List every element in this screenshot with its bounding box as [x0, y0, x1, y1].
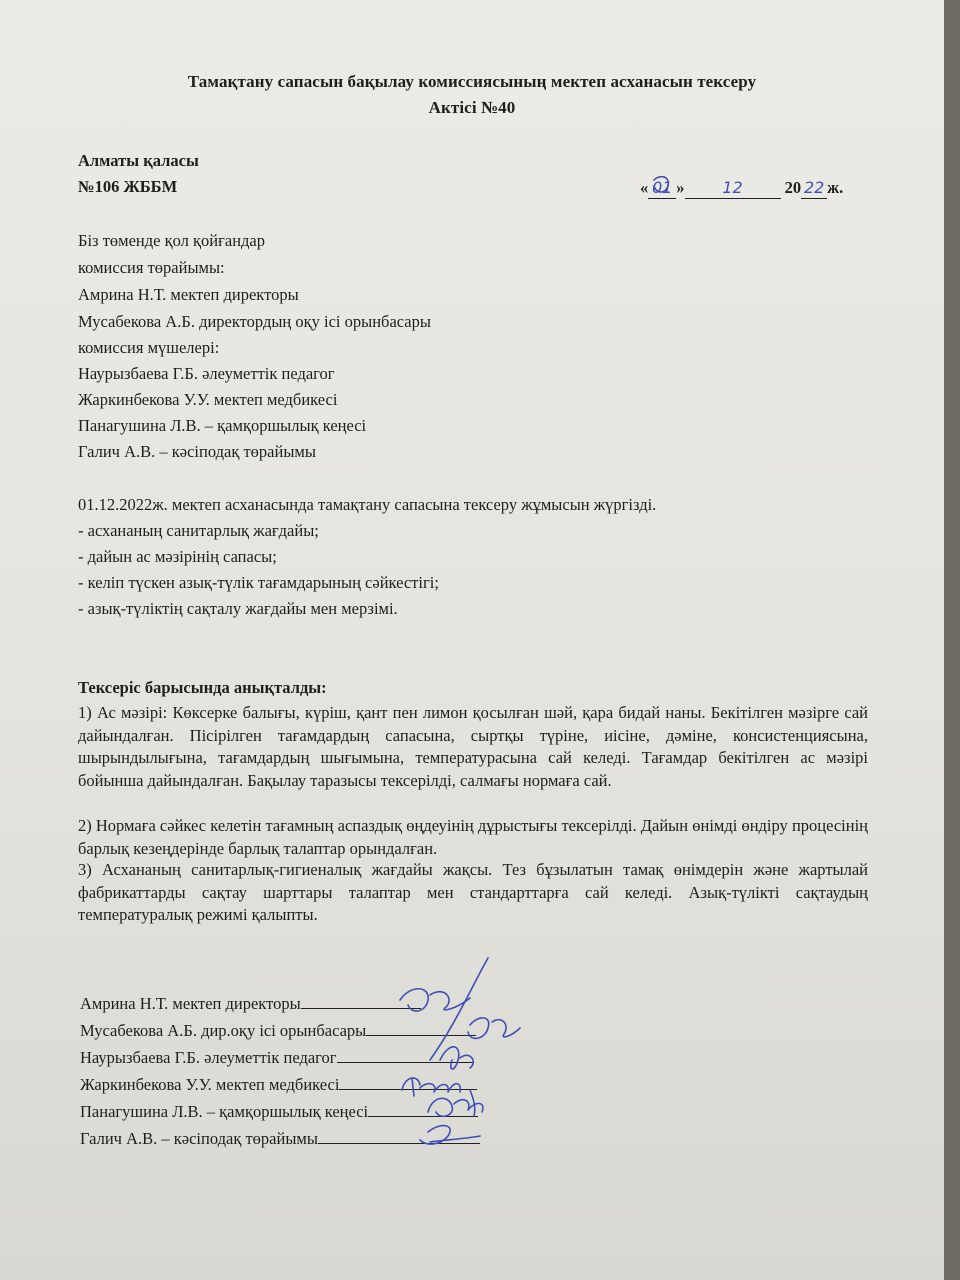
date-day: 01 [652, 178, 673, 197]
school-name: №106 ЖББМ [78, 177, 178, 196]
signatory-name: Мусабекова А.Б. дир.оқу ісі орынбасары [80, 1021, 367, 1040]
signature-panagushina [428, 1090, 483, 1116]
inspection-item: - асхананың санитарлық жағдайы; [78, 521, 319, 540]
city: Алматы қаласы [78, 151, 199, 170]
date-year-suffix: 22 [803, 178, 825, 197]
signature-musabekova [468, 1018, 520, 1039]
members-label: комиссия мүшелері: [78, 338, 220, 357]
inspection-item: - азық-түліктің сақталу жағдайы мен мерзімі. [78, 599, 398, 618]
signature-nauryzbaeva [440, 1047, 473, 1069]
inspection-item: - келіп түскен азық-түлік тағамдарының сәйкестігі; [78, 573, 439, 592]
date-pen-circle [654, 177, 668, 192]
date-year-prefix: 20 [784, 178, 802, 197]
committee-member: Галич А.В. – кәсіподақ төрайымы [78, 442, 316, 461]
findings-heading: Тексеріс барысында анықталды: [78, 678, 327, 697]
date-month: 12 [722, 178, 743, 197]
chair-member: Амрина Н.Т. мектеп директоры [78, 285, 299, 304]
signatory-name: Панагушина Л.В. – қамқоршылық кеңесі [80, 1102, 369, 1121]
date-year-end: ж. [827, 178, 844, 197]
signatory-name: Наурызбаева Г.Б. әлеуметтік педагог [80, 1048, 337, 1067]
date-close-quote: » [676, 178, 685, 197]
document-title: Тамақтану сапасын бақылау комиссиясының мектеп асханасын тексеру [187, 72, 757, 91]
finding-3: 3) Асхананың санитарлық-гигиеналық жағдайы жақсы. Тез бұзылатын тамақ өнімдерін және жартылай фабрикаттарды сақтау шарттары талаптар мен стандарттарға сай келеді. Азық-түлікті сақтаудың температуралық режимі қалыпты. [78, 860, 868, 924]
act-number: Актісі №40 [428, 98, 516, 117]
committee-member: Жаркинбекова У.У. мектеп медбикесі [78, 390, 338, 409]
chair-member: Мусабекова А.Б. директордың оқу ісі орынбасары [78, 312, 431, 331]
inspection-item: - дайын ас мәзірінің сапасы; [78, 547, 277, 566]
signature-amrina [400, 958, 488, 1060]
signatory-name: Галич А.В. – кәсіподақ төрайымы [80, 1129, 318, 1148]
finding-1: 1) Ас мәзірі: Көксерке балығы, күріш, қант пен лимон қосылған шәй, қара бидай наны. Бекітілген мәзірге сай дайындалған. Пісірілген тағамдардың сапасына, сыртқы түріне, иісіне, дәміне, консистенциясына, шырындылығына, тағамдардың шығымына, температурасына сай келеді. Тағамдар бекітілген ас мәзірі бойынша дайындалған. Бақылау таразысы тексерілді, салмағы нормаға сай. [78, 703, 868, 790]
signature-zharkinbekova [402, 1078, 460, 1096]
signature-galich [420, 1126, 480, 1144]
chair-label: комиссия төрайымы: [78, 258, 225, 277]
committee-member: Панагушина Л.В. – қамқоршылық кеңесі [78, 416, 367, 435]
signatory-name: Жаркинбекова У.У. мектеп медбикесі [80, 1075, 340, 1094]
finding-2: 2) Нормаға сәйкес келетін тағамның аспаздық өңдеуінің дұрыстығы тексерілді. Дайын өнімді өндіру процесінің барлық кезеңдерінде барлық талаптар орындалған. [78, 816, 868, 858]
inspection-intro: 01.12.2022ж. мектеп асханасында тамақтану сапасына тексеру жұмысын жүргізді. [78, 495, 657, 514]
committee-intro: Біз төменде қол қойғандар [78, 231, 265, 250]
signatory-name: Амрина Н.Т. мектеп директоры [80, 994, 301, 1013]
committee-member: Наурызбаева Г.Б. әлеуметтік педагог [78, 364, 335, 383]
date-open-quote: « [640, 178, 649, 197]
